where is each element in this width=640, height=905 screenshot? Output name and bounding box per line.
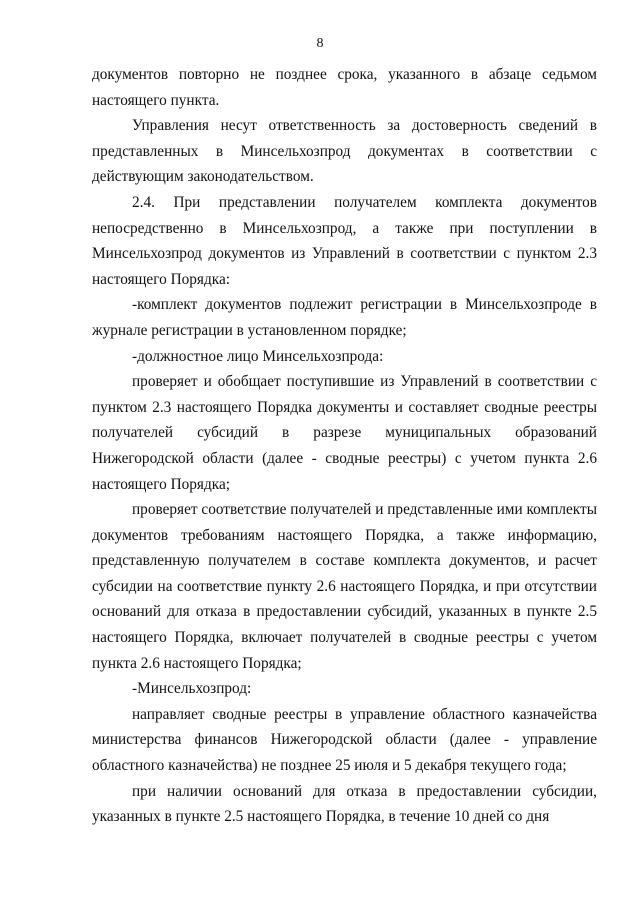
paragraph-clause-2-4: 2.4. При представлении получателем комплекта документов непосредственно в Минсельхозпрод, а также при поступлении в Минсельхозпрод документов из Управлений в соответствии с пунктом 2.3 настоящего Порядка: bbox=[92, 193, 597, 288]
list-item-text: должностное лицо Минсельхозпрода: bbox=[137, 347, 384, 365]
document-body bbox=[92, 62, 597, 830]
list-dash: - bbox=[132, 296, 138, 314]
list-dash: - bbox=[132, 347, 138, 365]
list-dash: - bbox=[132, 680, 138, 698]
paragraph-continuation: документов повторно не позднее срока, указанного в абзаце седьмом настоящего пункта. bbox=[92, 66, 597, 109]
paragraph-refusal-grounds: при наличии оснований для отказа в предоставлении субсидии, указанных в пункте 2.5 настоящего Порядка, в течение 10 дней со дня bbox=[92, 782, 597, 826]
list-item-registration bbox=[92, 292, 597, 343]
list-item-official bbox=[92, 344, 597, 370]
paragraph-responsibility: Управления несут ответственность за достоверность сведений в представленных в Минсельхозпрод документах в соответствии с действующим законодательством. bbox=[92, 117, 597, 186]
page-number: 8 bbox=[316, 36, 324, 51]
list-item-text: Минсельхозпрод: bbox=[137, 680, 252, 698]
paragraph-checks-compliance: проверяет соответствие получателей и представленные ими комплекты документов требованиям настоящего Порядка, а также информацию, представленную получателем в составе комплекта документов, и расчет субсидии на соответствие пункту 2.6 настоящего Порядка, и при отсутствии оснований для отказа в предоставлении субсидий, указанных в пункте 2.5 настоящего Порядка, включает получателей в сводные реестры с учетом пункта 2.6 настоящего Порядка; bbox=[92, 501, 597, 672]
list-item-ministry bbox=[92, 676, 597, 702]
paragraph-sends-registers: направляет сводные реестры в управление областного казначейства министерства финансов Нижегородской области (далее - управление областного казначейства) не позднее 25 июля и 5 декабря текущего года; bbox=[92, 705, 597, 775]
paragraph-checks-summarizes: проверяет и обобщает поступившие из Управлений в соответствии с пунктом 2.3 настоящего Порядка документы и составляет сводные реестры получателей субсидий в разрезе муниципальных образований Нижегородской области (далее - сводные реестры) с учетом пункта 2.6 настоящего Порядка; bbox=[92, 373, 597, 493]
list-item-text: комплект документов подлежит регистрации в Минсельхозпроде в журнале регистрации в установленном порядке; bbox=[92, 296, 597, 339]
